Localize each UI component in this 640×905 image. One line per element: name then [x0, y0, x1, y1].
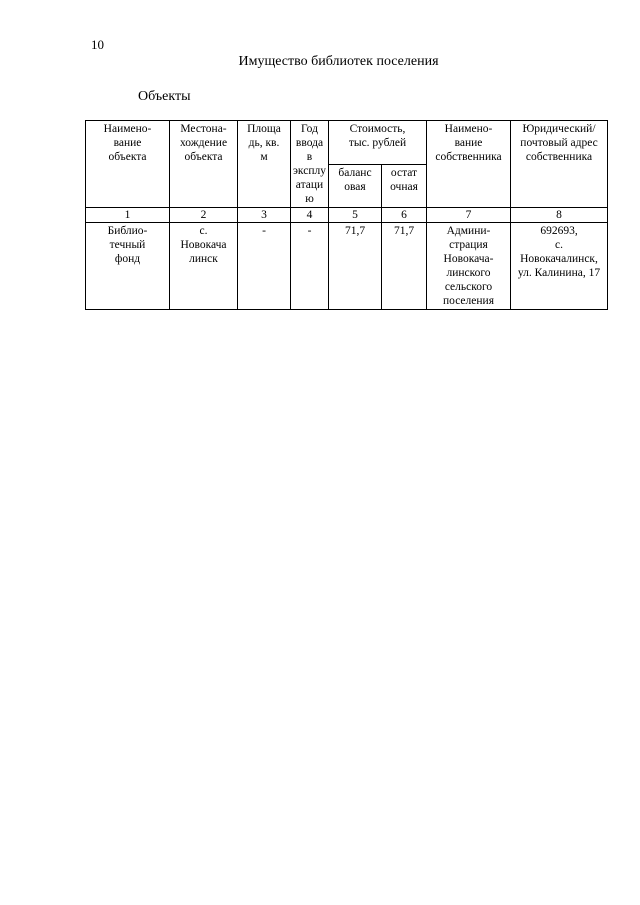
header-owner: Наимено- вание собственника [427, 121, 511, 208]
column-number: 3 [238, 208, 291, 223]
cell-cost-balance: 71,7 [329, 223, 382, 310]
column-number: 7 [427, 208, 511, 223]
section-subtitle: Объекты [138, 89, 191, 104]
column-number: 6 [382, 208, 427, 223]
cell-name: Библио- течный фонд [86, 223, 170, 310]
column-number-row [86, 208, 608, 223]
cell-address: 692693, с. Новокачалинск, ул. Калинина, 17 [511, 223, 608, 310]
cell-owner: Админи- страция Новокача- линского сельского поселения [427, 223, 511, 310]
cell-cost-residual: 71,7 [382, 223, 427, 310]
header-cost: Стоимость, тыс. рублей [329, 121, 427, 165]
page-number: 10 [91, 37, 104, 52]
header-address: Юридический/ почтовый адрес собственника [511, 121, 608, 208]
column-number: 2 [170, 208, 238, 223]
column-number: 4 [291, 208, 329, 223]
header-cost-residual: остат очная [382, 164, 427, 208]
cell-year: - [291, 223, 329, 310]
header-year: Год ввода в эксплу атаци ю [291, 121, 329, 208]
cell-location: с. Новокача линск [170, 223, 238, 310]
table-row [86, 223, 608, 310]
column-number: 1 [86, 208, 170, 223]
header-row [86, 121, 608, 165]
objects-table [85, 120, 608, 310]
header-cost-balance: баланс овая [329, 164, 382, 208]
header-location: Местона- хождение объекта [170, 121, 238, 208]
column-number: 5 [329, 208, 382, 223]
header-area: Площа дь, кв. м [238, 121, 291, 208]
document-title: Имущество библиотек поселения [238, 54, 439, 69]
cell-area: - [238, 223, 291, 310]
header-name: Наимено- вание объекта [86, 121, 170, 208]
column-number: 8 [511, 208, 608, 223]
